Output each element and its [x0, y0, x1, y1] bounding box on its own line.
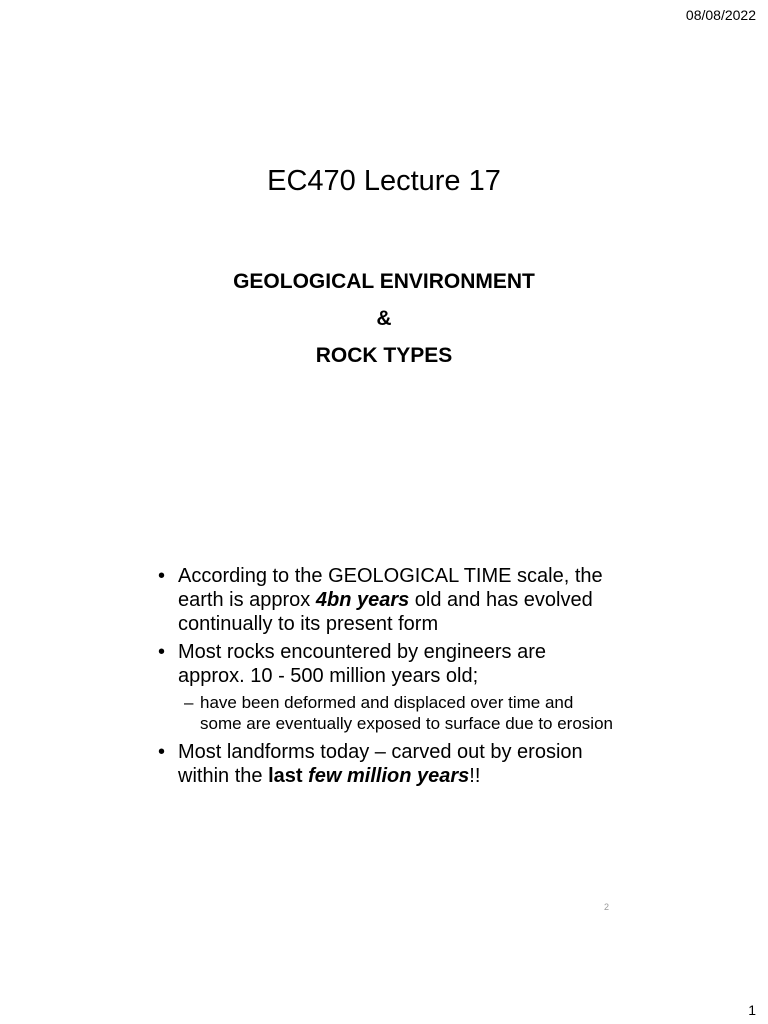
page-number: 1	[748, 1002, 756, 1018]
bullet-marker: •	[158, 565, 166, 587]
bullet-emphasis: 4bn years	[315, 589, 410, 611]
subtitle-line-3: ROCK TYPES	[315, 344, 453, 367]
bullet-item-rock-age	[158, 640, 618, 688]
slide-title: EC470 Lecture 17	[267, 165, 501, 197]
sub-bullet-item-deformed	[158, 692, 618, 734]
bullet-text: According to the GEOLOGICAL TIME scale, the earth is approx	[178, 565, 603, 611]
bullet-text: !!	[469, 765, 481, 787]
bullet-item-landforms	[158, 740, 618, 788]
sub-bullet-marker: –	[184, 693, 194, 712]
bullet-text: old and has evolved continually to its present form	[178, 589, 593, 635]
bullet-marker: •	[158, 741, 166, 763]
sub-bullet-text: have been deformed and displaced over time and some are eventually exposed to surface due to erosion	[200, 693, 613, 733]
subtitle-line-1: GEOLOGICAL ENVIRONMENT	[233, 270, 535, 293]
bullet-bold: last	[268, 765, 303, 787]
bullet-item-geological-time	[158, 564, 618, 636]
bullet-text: Most rocks encountered by engineers are approx. 10 - 500 million years old;	[178, 641, 546, 687]
bullet-marker: •	[158, 641, 166, 663]
print-date: 08/08/2022	[685, 7, 756, 23]
bullet-text: Most landforms today – carved out by erosion within the	[178, 741, 583, 787]
bullet-emphasis: few million years	[308, 765, 470, 787]
slide-number: 2	[604, 902, 610, 912]
bullet-list	[158, 564, 618, 792]
subtitle-line-2: &	[376, 307, 392, 330]
slide-subtitle	[0, 263, 768, 374]
